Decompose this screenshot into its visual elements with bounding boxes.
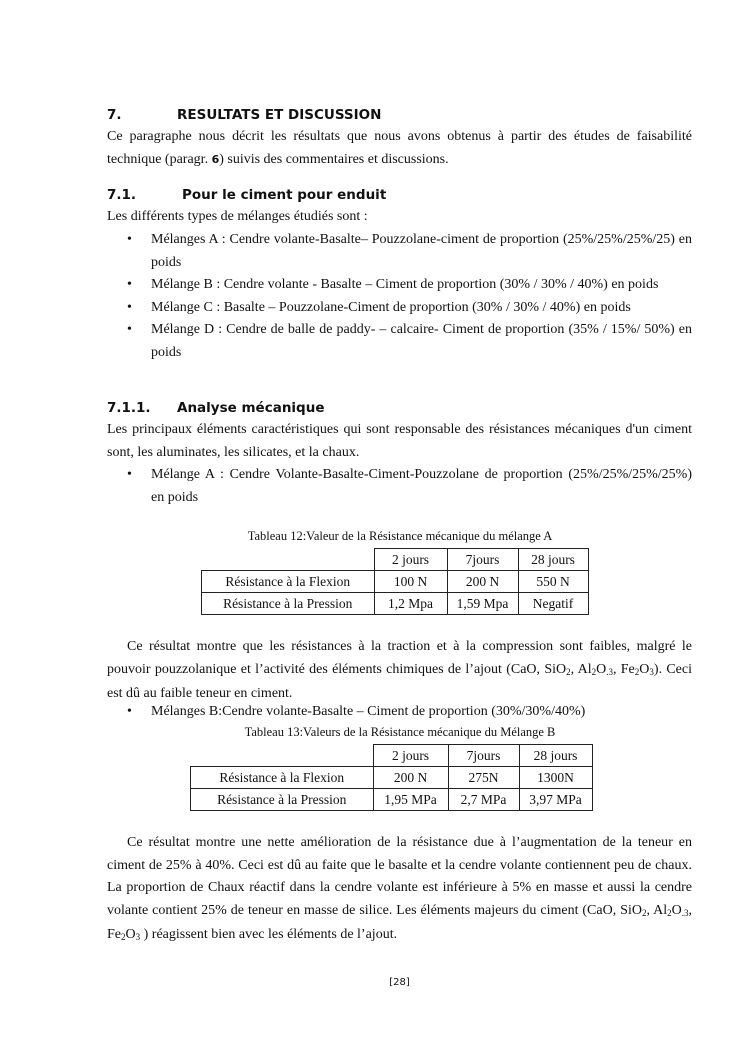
result-paragraph-2: Ce résultat montre une nette amélioration de la résistance due à l’augmentation de la teneur en ciment de 25% à 40%. Ceci est dû au faite que le basalte et la cendre volante contiennent peu de chaux. La proportion de Chaux réactif dans la cendre volante est inférieure à 5% en masse et aussi la cendre volante contient 25% de teneur en masse de silice. Les éléments majeurs du ciment (CaO, SiO$_2$, $Al_2O_{.3}$, $Fe_2O_3$ ) réagissent bien avec les éléments de l’ajout. <box>107 835 692 942</box>
intro-text-end: ) suivis des commentaires et discussions. <box>219 151 449 167</box>
table-header: 2 jours <box>373 745 448 767</box>
section-title: Analyse mécanique <box>177 400 325 416</box>
table-row <box>191 789 593 811</box>
table-row <box>202 593 589 615</box>
list-item: • Mélange B : Cendre volante - Basalte – Ciment de proportion (30% / 30% / 40%) en poids <box>127 277 659 292</box>
table-cell: 275N <box>448 767 519 789</box>
table-cell: 3,97 MPa <box>519 789 592 811</box>
section-number: 7.1.1. <box>107 400 151 416</box>
mixtures-list <box>107 229 692 364</box>
table-header: 28 jours <box>519 745 592 767</box>
section-7-1-1-heading <box>107 400 325 416</box>
section-title: RESULTATS ET DISCUSSION <box>177 107 382 123</box>
table-cell: 200 N <box>447 571 518 593</box>
section-7-1-intro: Les différents types de mélanges étudiés sont : <box>107 209 368 224</box>
page-number: [28] <box>389 977 410 988</box>
table-row <box>202 571 589 593</box>
intro-text: Ce paragraphe nous décrit les résultats que nous avons obtenus à partir des études de faisabilité technique (paragr. <box>107 129 692 167</box>
table-cell: Negatif <box>518 593 588 615</box>
table-header: 28 jours <box>518 549 588 571</box>
table-cell: 1,2 Mpa <box>374 593 447 615</box>
list-item: • Mélange C : Basalte – Pouzzolane-Ciment de proportion (30% / 30% / 40%) en poids <box>127 299 631 315</box>
table-cell: 550 N <box>518 571 588 593</box>
table-header: 7jours <box>448 745 519 767</box>
table-row <box>191 767 593 789</box>
row-label: Résistance à la Pression <box>191 789 374 811</box>
paragraph-ref: 6 <box>211 152 220 166</box>
mixture-b-list <box>107 701 692 724</box>
table-cell: 1,59 Mpa <box>447 593 518 615</box>
table-cell: 1300N <box>519 767 592 789</box>
table-cell: 200 N <box>373 767 448 789</box>
section-number: 7. <box>107 107 122 123</box>
list-item: • Mélanges B:Cendre volante-Basalte – Ciment de proportion (30%/30%/40%) <box>127 704 586 719</box>
section-7-heading <box>107 107 381 123</box>
section-7-1-heading <box>107 187 386 203</box>
result-paragraph-1: Ce résultat montre que les résistances à la traction et à la compression sont faibles, malgré le pouvoir pouzzolanique et l’activité des éléments chimiques de l’ajout (CaO, SiO$_2$, $Al_2O_{.3}$, $Fe_2O_3$). Ceci est dû au faible teneur en ciment. <box>107 639 692 701</box>
table-header: 7jours <box>447 549 518 571</box>
row-label: Résistance à la Flexion <box>191 767 374 789</box>
section-title: Pour le ciment pour enduit <box>182 187 387 203</box>
table-12-caption: Tableau 12:Valeur de la Résistance mécanique du mélange A <box>247 529 553 543</box>
table-header-row <box>202 549 589 571</box>
section-number: 7.1. <box>107 187 137 203</box>
row-label: Résistance à la Flexion <box>202 571 375 593</box>
table-cell: 100 N <box>374 571 447 593</box>
table-12 <box>201 548 589 615</box>
table-cell: 1,95 MPa <box>373 789 448 811</box>
table-header: 2 jours <box>374 549 447 571</box>
section-7-1-1-intro: Les principaux éléments caractéristiques qui sont responsable des résistances mécaniques d'un ciment sont, les aluminates, les silicates, et la chaux. <box>107 422 692 460</box>
section-7-intro <box>107 126 692 171</box>
table-header-row <box>191 745 593 767</box>
row-label: Résistance à la Pression <box>202 593 375 615</box>
mixture-a-list <box>107 464 692 509</box>
list-item: • Mélange D : Cendre de balle de paddy- – calcaire- Ciment de proportion (35% / 15%/ 50%) en poids <box>127 322 692 360</box>
list-item: • Mélanges A : Cendre volante-Basalte– Pouzzolane-ciment de proportion (25%/25%/25%/25) en poids <box>127 232 692 270</box>
table-13-caption: Tableau 13:Valeurs de la Résistance mécanique du Mélange B <box>244 725 556 739</box>
table-13 <box>190 744 593 811</box>
table-cell: 2,7 MPa <box>448 789 519 811</box>
list-item: • Mélange A : Cendre Volante-Basalte-Ciment-Pouzzolane de proportion (25%/25%/25%/25%) en poids <box>127 467 692 505</box>
